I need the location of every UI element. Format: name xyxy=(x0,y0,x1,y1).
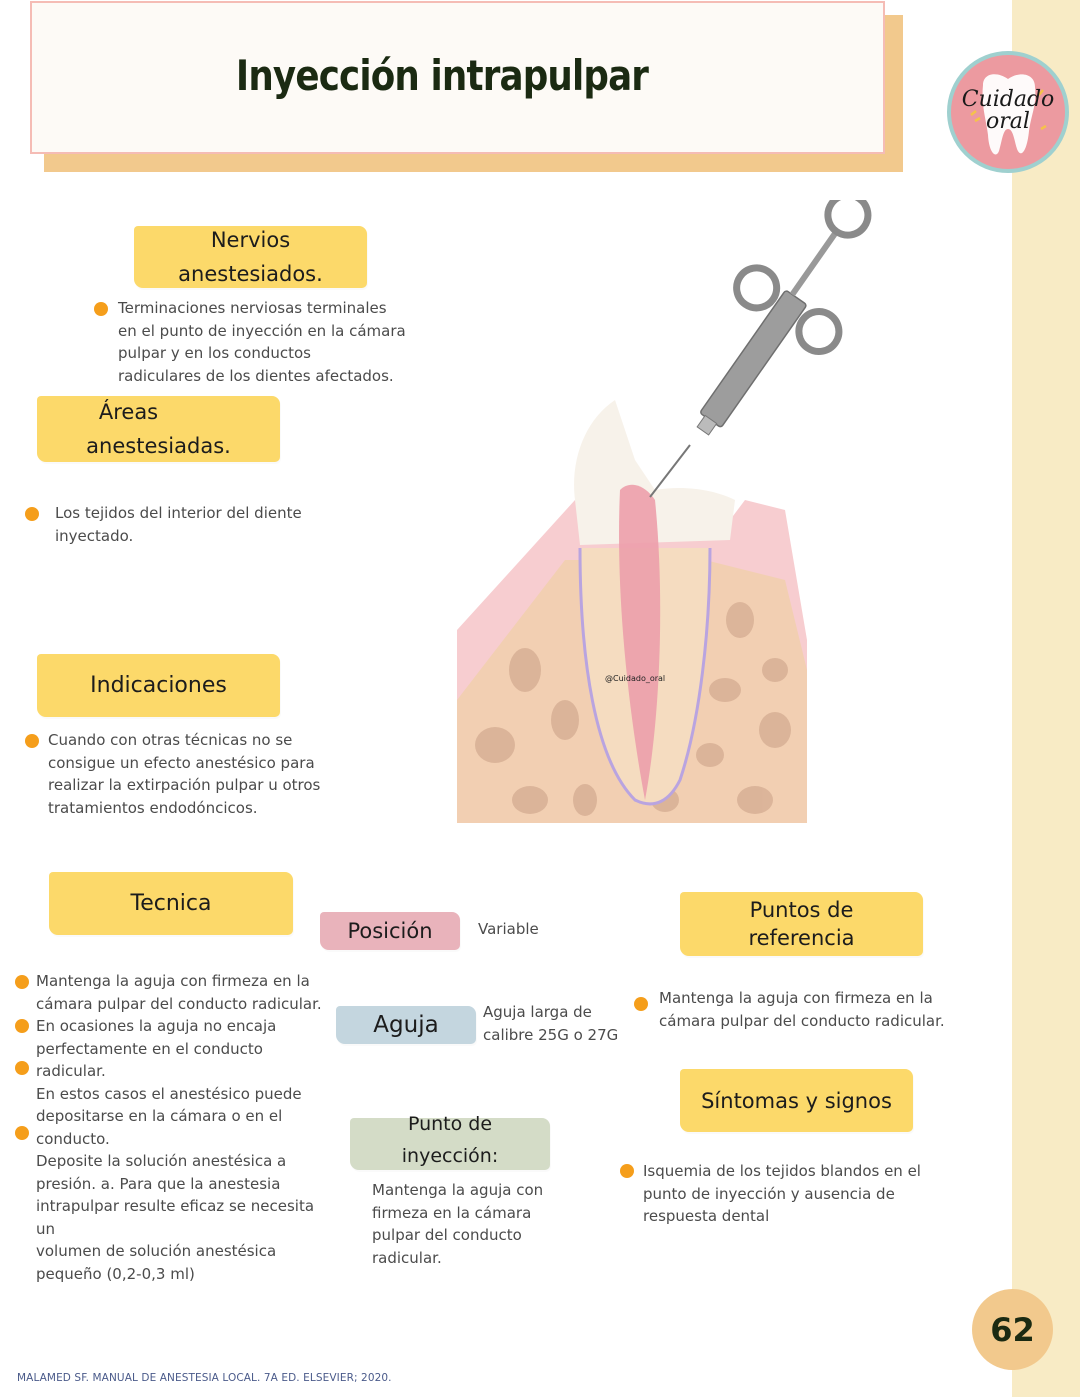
svg-text:@Cuidado_oral: @Cuidado_oral xyxy=(605,674,666,683)
text-line: En ocasiones la aguja no encaja xyxy=(36,1017,277,1035)
heading-posicion-label: Posición xyxy=(347,919,433,943)
tooth-syringe-icon xyxy=(455,200,875,825)
text-line: Isquemia de los tejidos blandos en el xyxy=(643,1162,921,1180)
text-line: inyectado. xyxy=(55,526,134,545)
heading-sintomas-label: Síntomas y signos xyxy=(701,1088,892,1113)
text-line: Mantenga la aguja con firmeza en la xyxy=(659,989,933,1007)
heading-areas xyxy=(37,396,280,462)
heading-sintomas xyxy=(680,1069,913,1132)
text-line: presión. a. Para que la anestesia xyxy=(36,1174,281,1193)
heading-indicaciones xyxy=(37,654,280,717)
aguja-value xyxy=(483,1001,618,1046)
text-line: consigue un efecto anestésico para xyxy=(48,753,315,772)
heading-aguja xyxy=(336,1006,476,1044)
heading-posicion xyxy=(320,912,460,950)
text-line: intrapulpar resulte eficaz se necesita un xyxy=(36,1197,315,1238)
text-line: depositarse en la cámara o en el xyxy=(36,1107,283,1125)
text-line: tratamientos endodóncicos. xyxy=(48,798,258,817)
heading-areas-line1: Áreas xyxy=(98,400,159,424)
heading-punto-inyeccion xyxy=(350,1113,550,1170)
bullet-icon xyxy=(25,507,39,521)
heading-puntos-referencia xyxy=(680,892,923,956)
page-number: 62 xyxy=(972,1289,1053,1370)
punto-inyeccion-text xyxy=(372,1179,572,1269)
logo-line1: Cuidado xyxy=(961,87,1055,112)
indicaciones-text xyxy=(48,729,348,819)
text-line: punto de inyección y ausencia de xyxy=(643,1184,895,1203)
text-line: perfectamente en el conducto radicular. xyxy=(36,1039,263,1080)
text-line: cámara pulpar del conducto radicular. xyxy=(659,1011,945,1030)
heading-nervios xyxy=(134,226,367,288)
text-line: calibre 25G o 27G xyxy=(483,1025,619,1044)
heading-indicaciones-label: Indicaciones xyxy=(90,672,227,698)
text-line: pulpar del conducto xyxy=(372,1226,522,1244)
syringe-tooth-illustration xyxy=(455,200,875,825)
page-title: Inyección intrapulpar xyxy=(235,51,649,100)
text-line: volumen de solución anestésica xyxy=(36,1242,277,1260)
heading-puntos-line2: referencia xyxy=(748,926,855,950)
text-line: cámara pulpar del conducto radicular. xyxy=(36,994,322,1013)
heading-areas-line2: anestesiadas. xyxy=(86,434,231,458)
title-box xyxy=(30,1,885,154)
heading-aguja-label: Aguja xyxy=(373,1012,439,1038)
heading-punto-line2: inyección: xyxy=(401,1145,499,1167)
bullet-icon xyxy=(15,1061,29,1075)
text-line: Terminaciones nerviosas terminales xyxy=(118,299,387,317)
heading-tecnica-label: Tecnica xyxy=(130,890,212,916)
puntos-referencia-text xyxy=(659,987,959,1032)
heading-punto-line1: Punto de xyxy=(407,1113,493,1135)
areas-text xyxy=(55,502,355,547)
text-line: conducto. xyxy=(36,1129,110,1148)
bullet-icon xyxy=(15,975,29,989)
reference-citation: MALAMED SF. MANUAL DE ANESTESIA LOCAL. 7A ED. ELSEVIER; 2020. xyxy=(17,1372,392,1384)
text-line: Aguja larga de xyxy=(483,1003,592,1021)
nervios-text xyxy=(118,297,418,387)
text-line: Los tejidos del interior del diente xyxy=(55,504,302,522)
text-line: Mantenga la aguja con firmeza en la xyxy=(36,972,310,990)
bullet-icon xyxy=(15,1019,29,1033)
bullet-icon xyxy=(15,1126,29,1140)
heading-puntos-line1: Puntos de xyxy=(749,898,854,922)
text-line: Cuando con otras técnicas no se xyxy=(48,731,293,749)
text-line: respuesta dental xyxy=(643,1207,770,1225)
bullet-icon xyxy=(94,302,108,316)
bullet-icon xyxy=(634,997,648,1011)
heading-nervios-line2: anestesiados. xyxy=(178,262,323,286)
logo xyxy=(947,51,1069,173)
heading-nervios-line1: Nervios xyxy=(210,228,291,252)
text-line: Mantenga la aguja con xyxy=(372,1181,544,1199)
text-line: En estos casos el anestésico puede xyxy=(36,1084,302,1103)
logo-text xyxy=(951,89,1065,133)
sintomas-text xyxy=(643,1160,943,1228)
text-line: radicular. xyxy=(372,1248,442,1267)
bullet-icon xyxy=(25,734,39,748)
bullet-icon xyxy=(620,1164,634,1178)
text-line: en el punto de inyección en la cámara xyxy=(118,321,406,340)
text-line: pulpar y en los conductos xyxy=(118,344,312,362)
text-line: pequeño (0,2-0,3 ml) xyxy=(36,1264,195,1283)
text-line: radiculares de los dientes afectados. xyxy=(118,366,394,385)
text-line: realizar la extirpación pulpar u otros xyxy=(48,776,321,794)
text-line: firmeza en la cámara xyxy=(372,1203,532,1222)
heading-tecnica xyxy=(49,872,293,935)
logo-line2: oral xyxy=(986,109,1030,134)
text-line: Deposite la solución anestésica a xyxy=(36,1152,287,1170)
side-strip xyxy=(1012,0,1080,1397)
posicion-value: Variable xyxy=(478,920,539,938)
tecnica-text xyxy=(36,970,336,1285)
